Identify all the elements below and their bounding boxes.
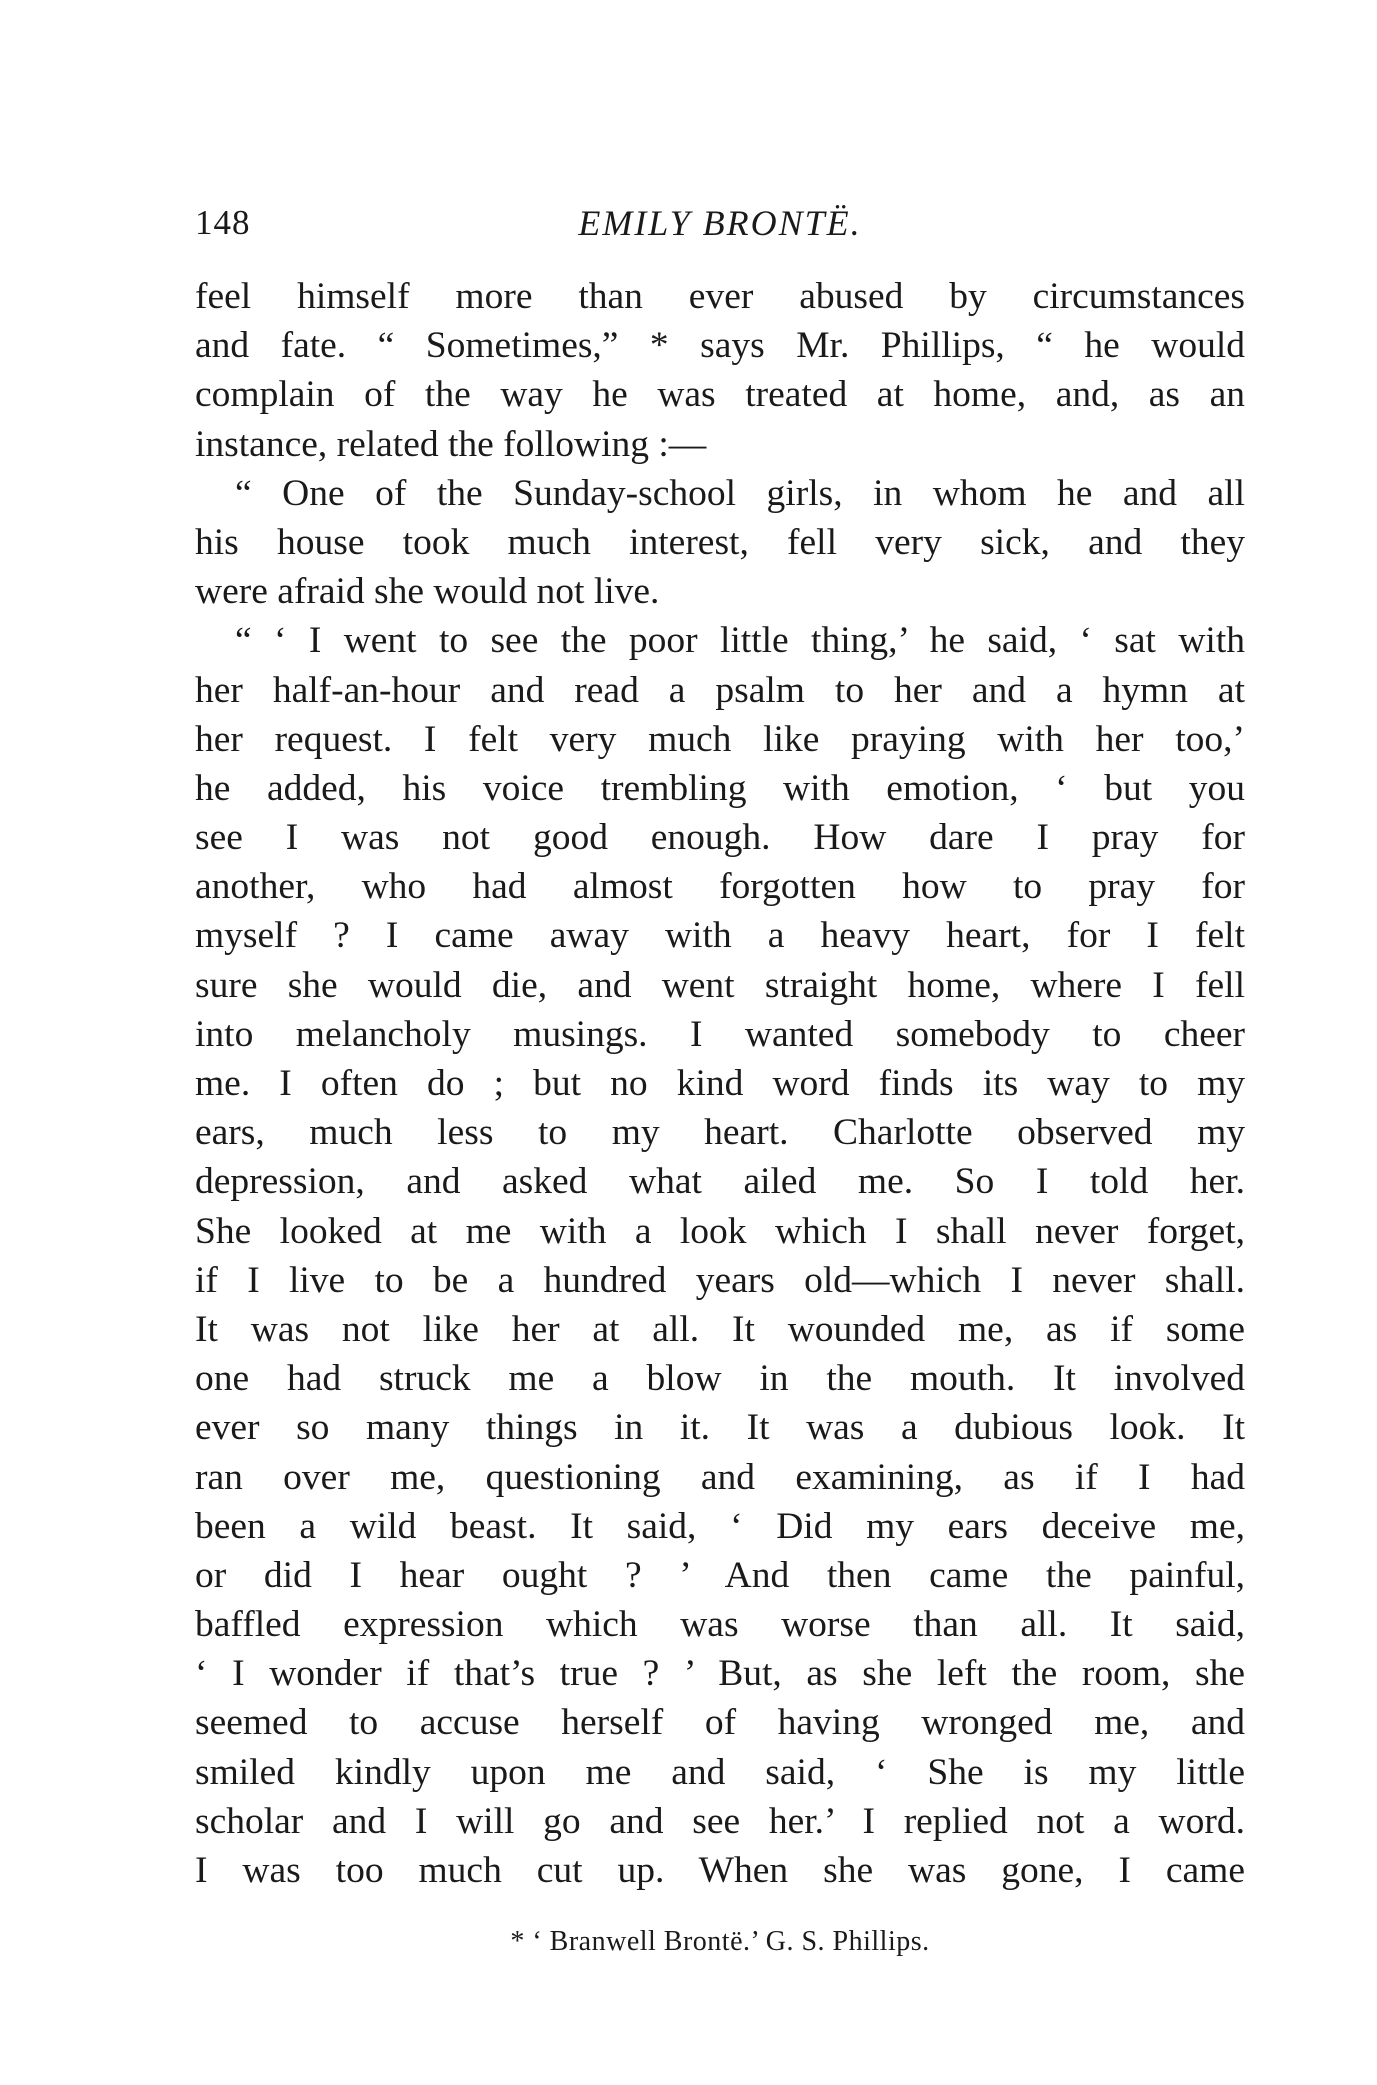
text-line: sure she would die, and went straight home, where I fell: [195, 964, 1245, 1006]
text-line: been a wild beast. It said, ‘ Did my ears deceive me,: [195, 1505, 1245, 1547]
text-line: ever so many things in it. It was a dubious look. It: [195, 1407, 1245, 1449]
text-line: depression, and asked what ailed me. So I told her.: [195, 1161, 1245, 1203]
text-line: see I was not good enough. How dare I pray for: [195, 817, 1245, 859]
text-line: feel himself more than ever abused by circumstances: [195, 276, 1245, 317]
text-line: I was too much cut up. When she was gone, I came: [195, 1850, 1245, 1891]
text-line: “ ‘ I went to see the poor little thing,’ he said, ‘ sat with: [235, 620, 1245, 662]
text-line: were afraid she would not live.: [195, 571, 660, 613]
text-line: ran over me, questioning and examining, as if I had: [195, 1456, 1245, 1498]
body-text: [195, 272, 1245, 1895]
text-line: “ One of the Sunday-school girls, in whom he and all: [235, 472, 1245, 514]
text-line: It was not like her at all. It wounded me, as if some: [195, 1308, 1245, 1350]
footnote: * ‘ Branwell Brontë.’ G. S. Phillips.: [510, 1926, 930, 1957]
text-line: he added, his voice trembling with emotion, ‘ but you: [195, 767, 1245, 809]
text-line: smiled kindly upon me and said, ‘ She is my little: [195, 1751, 1245, 1793]
text-line: seemed to accuse herself of having wronged me, and: [195, 1702, 1245, 1744]
text-line: and fate. “ Sometimes,” * says Mr. Phillips, “ he would: [195, 325, 1245, 367]
running-title: EMILY BRONTË.: [578, 203, 862, 243]
text-line: me. I often do ; but no kind word finds its way to my: [195, 1063, 1245, 1104]
page-header: [195, 203, 1245, 253]
text-line: ‘ I wonder if that’s true ? ’ But, as she left the room, she: [195, 1653, 1245, 1695]
text-line: if I live to be a hundred years old—which I never shall.: [195, 1259, 1245, 1301]
text-line: complain of the way he was treated at home, and, as an: [195, 374, 1245, 416]
text-line: scholar and I will go and see her.’ I replied not a word.: [195, 1800, 1245, 1842]
text-line: into melancholy musings. I wanted somebody to cheer: [195, 1013, 1245, 1055]
text-line: his house took much interest, fell very sick, and they: [195, 521, 1245, 563]
text-line: ears, much less to my heart. Charlotte observed my: [195, 1112, 1245, 1154]
text-line: She looked at me with a look which I shall never forget,: [195, 1210, 1245, 1252]
page-number: 148: [195, 203, 251, 242]
text-line: or did I hear ought ? ’ And then came the painful,: [195, 1554, 1245, 1596]
text-line: her request. I felt very much like praying with her too,’: [195, 718, 1245, 760]
text-line: one had struck me a blow in the mouth. It involved: [195, 1358, 1245, 1400]
text-line: her half-an-hour and read a psalm to her and a hymn at: [195, 669, 1245, 711]
text-line: baffled expression which was worse than all. It said,: [195, 1604, 1245, 1646]
text-line: another, who had almost forgotten how to pray for: [195, 866, 1245, 908]
text-line: myself ? I came away with a heavy heart, for I felt: [195, 915, 1245, 957]
text-line: instance, related the following :—: [195, 423, 707, 465]
